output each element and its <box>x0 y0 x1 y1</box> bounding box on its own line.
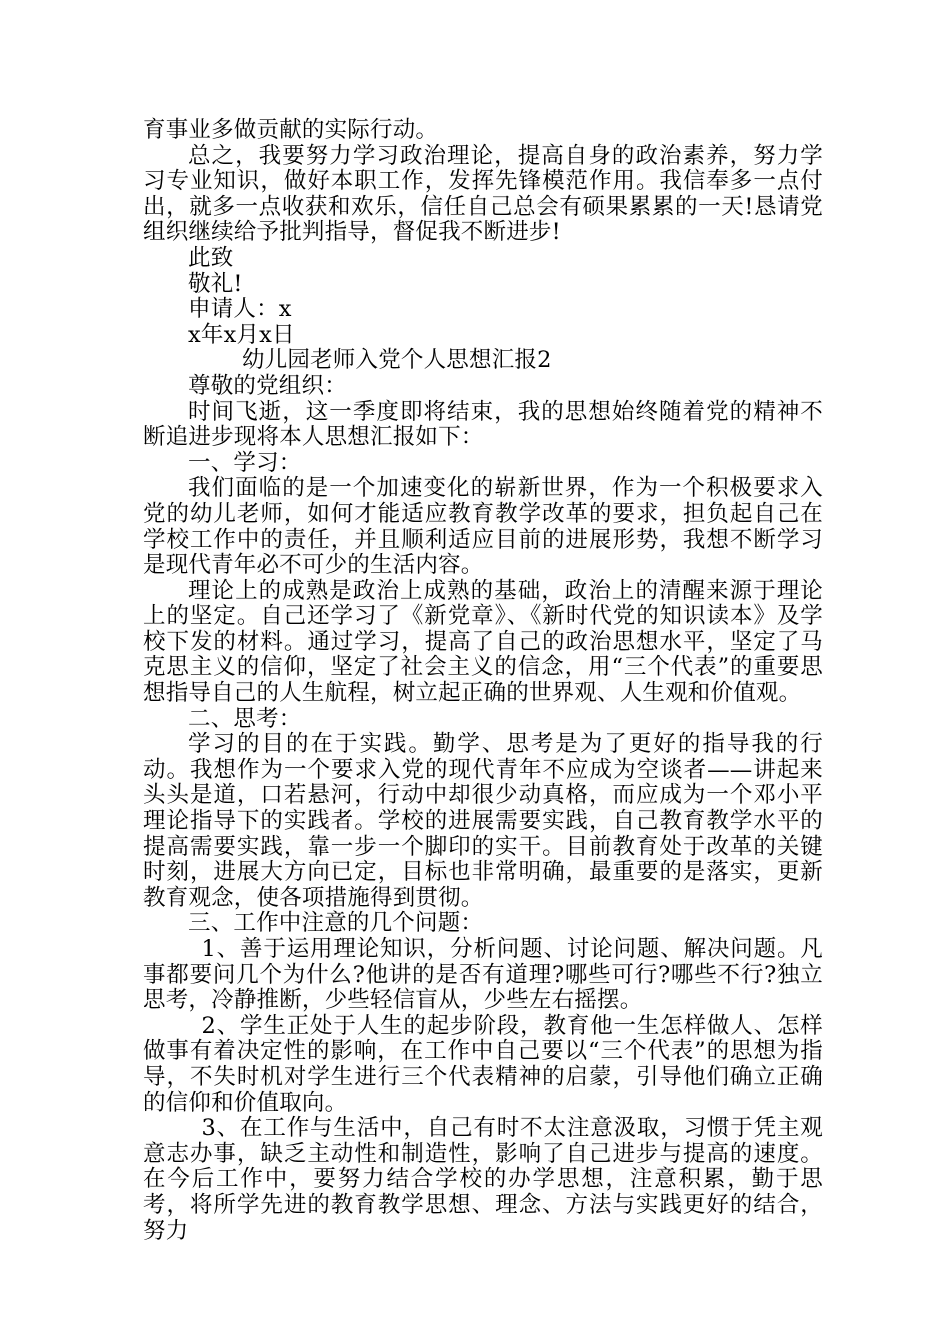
list-item-3: 3、在工作与生活中，自己有时不太注意汲取，习惯于凭主观意志办事，缺乏主动性和制造性，影响了自己进步与提高的速度。在今后工作中，要努力结合学校的办学思想，注意积累，勤于思考，将所学先进的教育教学思想、理念、方法与实践更好的结合，努力 <box>143 1115 823 1244</box>
document-body <box>143 118 823 1244</box>
applicant-line: 申请人：x <box>188 296 292 323</box>
greeting: 尊敬的党组织： <box>188 372 347 399</box>
paragraph-intro: 时间飞逝，这一季度即将结束，我的思想始终随着党的精神不断追进步现将本人思想汇报如下： <box>143 398 823 451</box>
heading-thinking: 二、思考： <box>188 705 302 732</box>
list-item-2: 2、学生正处于人生的起步阶段，教育他一生怎样做人、怎样做事有着决定性的影响，在工作中自己要以“三个代表”的思想为指导，不失时机对学生进行三个代表精神的启蒙，引导他们确立正确的信仰和价值取向。 <box>143 1012 823 1116</box>
list-item-1: 1、善于运用理论知识，分析问题、讨论问题、解决问题。凡事都要问几个为什么?他讲的是否有道理?哪些可行?哪些不行?独立思考，冷静推断，少些轻信盲从，少些左右摇摆。 <box>143 936 823 1014</box>
closing-salutation: 此致 <box>188 244 234 271</box>
date-line: x年x月x日 <box>188 321 295 348</box>
paragraph-conclusion: 总之，我要努力学习政治理论，提高自身的政治素养，努力学习专业知识，做好本职工作，发挥先锋模范作用。我信奉多一点付出，就多一点收获和欢乐，信任自己总会有硕果累累的一天!恳请党组织继续给予批判指导，督促我不断进步! <box>143 142 823 246</box>
paragraph-study-2: 理论上的成熟是政治上成熟的基础，政治上的清醒来源于理论上的坚定。自己还学习了《新党章》、《新时代党的知识读本》及学校下发的材料。通过学习，提高了自己的政治思想水平，坚定了马克思主义的信仰，坚定了社会主义的信念，用“三个代表”的重要思想指导自己的人生航程，树立起正确的世界观、人生观和价值观。 <box>143 577 823 707</box>
closing-regards: 敬礼! <box>188 270 243 297</box>
paragraph-thinking: 学习的目的在于实践。勤学、思考是为了更好的指导我的行动。我想作为一个要求入党的现代青年不应成为空谈者——讲起来头头是道，口若悬河，行动中却很少动真格，而应成为一个邓小平理论指导下的实践者。学校的进展需要实践，自己教育教学水平的提高需要实践，靠一步一个脚印的实干。目前教育处于改革的关键时刻，进展大方向已定，目标也非常明确，最重要的是落实，更新教育观念，使各项措施得到贯彻。 <box>143 731 823 911</box>
paragraph-study-1: 我们面临的是一个加速变化的崭新世界，作为一个积极要求入党的幼儿老师，如何才能适应教育教学改革的要求，担负起自己在学校工作中的责任，并且顺利适应目前的进展形势，我想不断学习是现代青年必不可少的生活内容。 <box>143 475 823 579</box>
heading-study: 一、学习： <box>188 449 302 476</box>
section-title: 幼儿园老师入党个人思想汇报2 <box>242 347 552 374</box>
paragraph-continuation: 育事业多做贡献的实际行动。 <box>143 117 439 143</box>
heading-work-issues: 三、工作中注意的几个问题： <box>188 910 484 937</box>
